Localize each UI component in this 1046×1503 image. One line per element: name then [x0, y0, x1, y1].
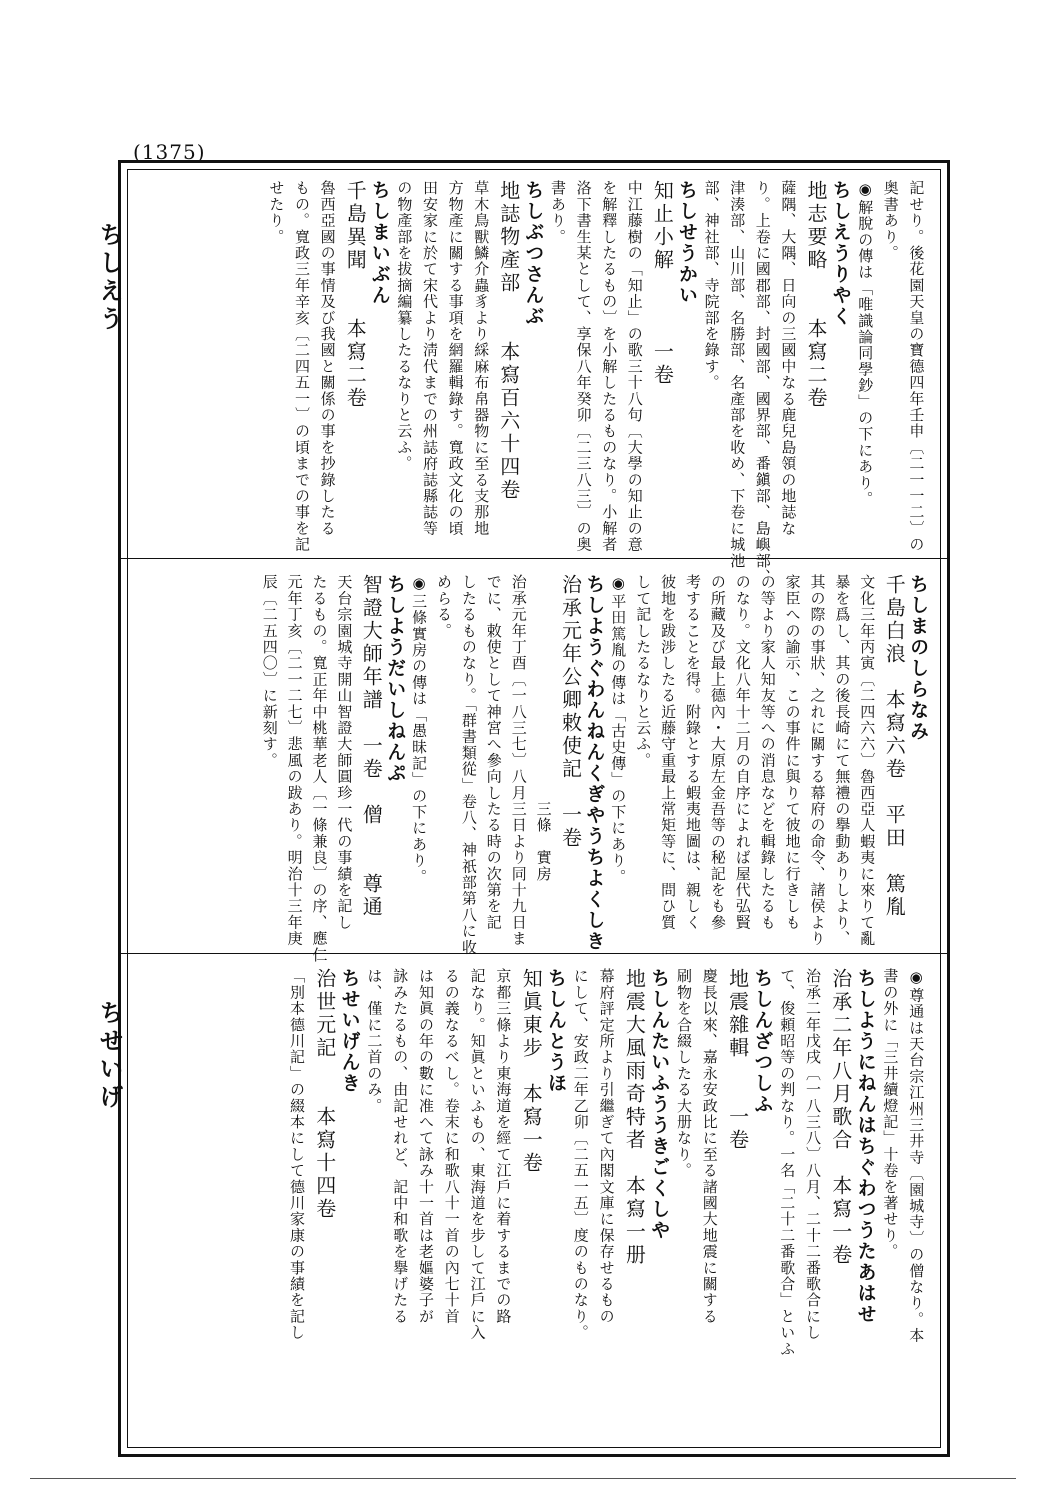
- entry-text: 考することを得。附錄とする蝦夷地圖は、親しく: [684, 574, 702, 931]
- entry-text: ◉三條實房の傳は「愚昧記」の下にあり。: [410, 574, 429, 885]
- entry-text: 治承二年戊戌〔一八三八〕八月、二十二番歌合にし: [804, 968, 822, 1341]
- entry-title: 地志要略 本寫二卷: [804, 180, 828, 410]
- entry-text: 方物產に關する事項を網羅輯錄す。寬政文化の頃: [446, 180, 465, 537]
- margin-label-bottom: ちせいげ: [95, 1000, 124, 1112]
- margin-label-top: ちしえう: [95, 222, 124, 334]
- page-number: (1375): [133, 140, 206, 164]
- entry-text: 津湊部、山川部、名勝部、名產部を收め、下卷に城池: [728, 180, 747, 569]
- entry-text: 京都三條より東海道を經て江戶に着するまでの路: [494, 968, 513, 1325]
- entry-text: したるものなり。「群書類從」卷八、神祇部第八に收: [459, 574, 478, 956]
- entry-text: の所藏及び最上德內・大原左金吾等の秘記をも參: [708, 574, 727, 931]
- entry-title: 千島白浪 本寫六卷 平田 篤胤: [882, 574, 907, 919]
- entry-text: して記したるなりと云ふ。: [634, 574, 653, 769]
- entry-text: 記なり。知眞といふもの、東海道を步して江戶に入: [468, 968, 487, 1341]
- entry-title: 治世元記 本寫十四卷: [312, 968, 337, 1221]
- entry-text: 其の際の事狀、之れに關する幕府の命令、諸侯より: [808, 574, 827, 947]
- entry-text: 洛下書生某として、享保八年癸卯〔二三八三〕の奥: [574, 180, 593, 553]
- entry-text: めらる。: [435, 574, 453, 639]
- entry-text: り。上卷に國郡部、封國部、國界部、番鎭部、島嶼部、: [753, 180, 772, 585]
- entry-text: たるもの。寬正年中桃華老人〔一條兼良〕の序、應仁: [310, 574, 329, 963]
- entry-text: 「別本德川記」の綴本にして德川家康の事績を記し: [288, 968, 306, 1341]
- entry-text: 幕府評定所より引繼ぎて內閣文庫に保存せるもの: [597, 968, 616, 1325]
- entry-text: 中江藤樹の「知止」の歌三十八句〔大學の知止の意: [625, 180, 644, 553]
- entry-text: は知眞の年の數に准へて詠み十一首は老嫗婆子が: [417, 968, 435, 1325]
- entry-text: て、俊頼昭等の判なり。一名「二十二番歌合」といふ: [778, 968, 797, 1357]
- entry-title: 知止小解 一卷: [650, 180, 675, 387]
- entry-title: 知眞東步 本寫一卷: [519, 968, 544, 1175]
- entry-text: ◉平田篤胤の傳は「古史傳」の下にあり。: [609, 574, 628, 885]
- entry-text: 家臣への諭示、この事件に與りて彼地に行きしも: [783, 574, 802, 931]
- page-bottom-rule: [30, 1478, 1016, 1479]
- entry-reading: ちしまいぶん: [368, 180, 391, 306]
- entry-text: ◉解脫の傳は「唯識論同學鈔」の下にあり。: [856, 180, 875, 507]
- entry-text: でに、敕使として神宮へ參向したる時の次第を記: [484, 574, 503, 931]
- entry-reading: ちせいげんき: [338, 968, 361, 1094]
- entry-text: を解釋したるもの〕を小解したるものなり。小解者: [600, 180, 619, 553]
- entry-text: 暴を爲し、其の後長崎にて無禮の擧動ありしより、: [833, 574, 852, 947]
- entry-reading: ちしえうりやく: [829, 180, 852, 327]
- entry-text: せたり。: [267, 180, 286, 245]
- entry-text: の物產部を拔摘編纂したるなりと云ふ。: [395, 180, 414, 472]
- entry-title: 地震大風雨奇特者 本寫一册: [622, 968, 647, 1267]
- entry-text: のなり。文化八年十二月の自序によれば屋代弘賢: [733, 574, 752, 931]
- entry-text: もの。寬政三年辛亥〔二四五一〕の頃までの事を記: [293, 180, 311, 553]
- entry-reading: ちしんざつしふ: [751, 968, 774, 1115]
- entry-title: 地誌物產部 本寫百六十四卷: [496, 180, 521, 502]
- entry-text: 天台宗園城寺開山智證大師圓珍一代の事績を記し: [335, 574, 354, 931]
- entry-text: 書あり。: [549, 180, 567, 245]
- entry-text: 草木鳥獸鱗介蟲豸より綵麻布帛器物に至る支那地: [472, 180, 491, 537]
- entry-text: 部、神社部、寺院部を錄す。: [702, 180, 721, 391]
- entry-text: るの義なるべし。卷末に和歌八十一首の內七十首: [442, 968, 461, 1325]
- entry-text: 記せり。後花園天皇の寶德四年壬申〔二一一二〕の: [907, 180, 926, 553]
- entry-reading: ちしようぐわんねんくぎやうちよくしき: [583, 574, 606, 952]
- entry-text: 辰〔二五四〇〕に新刻す。: [260, 574, 279, 769]
- entry-reading: ちしんとうほ: [545, 968, 567, 1094]
- entry-text: 彼地を跋涉したる近藤守重最上常矩等に、問ひ質: [659, 574, 678, 931]
- entry-text: 刷物を合綴したる大册なり。: [675, 968, 693, 1179]
- entry-text: 詠みたるもの、由記せれど、記中和歌を擧げたる: [391, 968, 410, 1325]
- entry-text: 魯西亞國の事情及び我國と關係の事を抄錄したる: [318, 180, 337, 537]
- entry-reading: ちしぶつさんぶ: [522, 180, 545, 327]
- entry-text: 慶長以來、嘉永安政比に至る諸國大地震に關する: [700, 968, 719, 1325]
- entry-text: 元年丁亥〔二一二七〕悲風の跋あり。明治十三年庚: [285, 574, 304, 947]
- entry-text: 三條 實房: [534, 574, 553, 882]
- entry-reading: ちしまのしらなみ: [907, 574, 930, 742]
- entry-reading: ちしようにねんはちぐわつうたあはせ: [854, 968, 877, 1325]
- entry-text: 書の外に「三井續燈記」十卷を著せり。: [881, 968, 900, 1260]
- section-divider-1: [121, 558, 947, 559]
- entry-text: は、僅に二首のみ。: [365, 968, 384, 1114]
- entry-reading: ちしせうかい: [676, 180, 698, 306]
- section-divider-2: [121, 953, 947, 954]
- entry-text: 文化三年丙寅〔二四六六〕魯西亞人蝦夷に來りて亂: [858, 574, 877, 947]
- entry-title: 治承二年八月歌合 本寫一卷: [828, 968, 853, 1267]
- entry-text: 治承元年丁酉〔一八三七〕八月三日より同十九日ま: [509, 574, 528, 947]
- entry-title: 智證大師年譜 一卷 僧 尊通: [359, 574, 384, 919]
- entry-reading: ちしようだいしねんぷ: [384, 574, 407, 784]
- entry-text: の等より家人知友等への消息などを輯錄したるも: [758, 574, 777, 931]
- entry-text: 田安家に於て宋代より淸代までの州誌府誌縣誌等: [421, 180, 439, 537]
- entry-title: 治承元年公卿敕使記 一卷: [558, 574, 583, 850]
- entry-title: 地震雜輯 一卷: [725, 968, 750, 1152]
- entry-reading: ちしんたいふううきごくしや: [648, 968, 671, 1241]
- entry-text: 奥書あり。: [881, 180, 900, 261]
- entry-text: にして、安政二年乙卯〔二五一五〕度のものなり。: [571, 968, 590, 1341]
- entry-title: 千島異聞 本寫二卷: [343, 180, 368, 410]
- entry-text: 薩隅、大隅、日向の三國中なる鹿兒島領の地誌な: [779, 180, 798, 537]
- entry-text: ◉尊通は天台宗江州三井寺〔園城寺〕の僧なり。本: [907, 968, 926, 1344]
